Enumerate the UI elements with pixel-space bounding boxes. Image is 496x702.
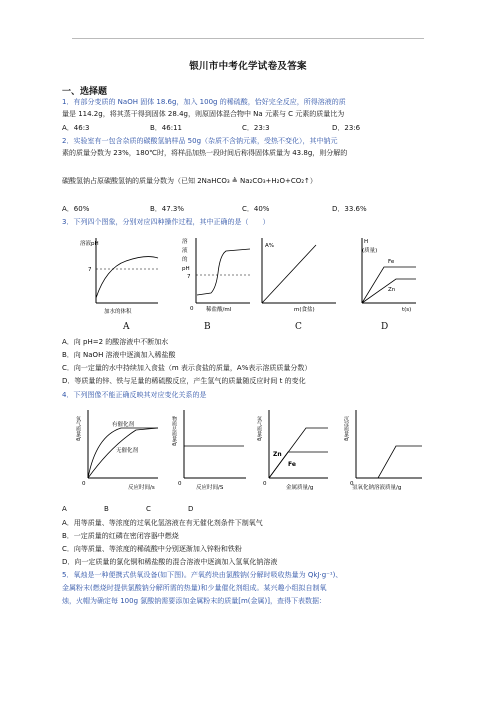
q3-graph-b (182, 237, 250, 313)
q4-letter-c: C (146, 505, 151, 513)
q4-letter-d: D (188, 505, 194, 513)
q1-options (62, 123, 360, 133)
q3-letter-a: A (123, 322, 130, 332)
q3a-curve (96, 257, 158, 298)
q5-line1: 5．氧烛是一种便携式供氧设备(如下图)。产氧药块由氯酸钠(分解时吸收热量为 QkJ·g⁻¹)、 (62, 571, 343, 579)
q4b-origin: 0 (178, 481, 182, 487)
q1-line2: 量是 114.2g，将其蒸干得到固体 28.4g，则原固体混合物中 Na 元素与 C 元素的质量比为 (62, 110, 345, 118)
q4a-xlabel: 反应时间/s (128, 485, 155, 491)
q3-choice-b: B．向 NaOH 溶液中逐滴加入稀盐酸 (62, 351, 176, 359)
q2-line1: 2．实验室有一包含杂质的碳酸氢钠样品 50g（杂质不含钠元素，受热不变化），其中钠元 (62, 137, 338, 145)
q3-graph-a (80, 238, 158, 315)
q4-letter-b: B (104, 505, 109, 513)
q1-option-c: C．23:3 (242, 124, 270, 132)
q3a-ylabel: 溶液pH (80, 241, 99, 247)
q3b-ymark: 7 (187, 274, 191, 280)
q4a-series1: 有催化剂 (112, 422, 135, 428)
section-heading: 一、选择题 (62, 87, 108, 97)
q4d-ylabel: 沉淀质量/g (343, 416, 349, 441)
q3-graph-d (362, 238, 416, 313)
q4-graph-a (75, 410, 158, 491)
q1-option-b: B．46:11 (150, 124, 182, 132)
q3b-curve (197, 249, 250, 295)
q2-options (62, 204, 367, 214)
q3d-ylabel-1: H (364, 239, 369, 245)
q3a-ymark: 7 (88, 267, 92, 273)
q5-line3: 烛，火帽为确定每 100g 氯酸钠需要添加金属粉末的质量[m(金属)]，查得下表数据： (62, 597, 326, 605)
q4d-origin: 0 (350, 481, 354, 487)
q4-graph-b (171, 410, 247, 491)
q3a-xlabel: 加水的体积 (104, 309, 132, 315)
q3c-xlabel: m(食盐) (294, 307, 315, 313)
q2-option-b: B．47.3% (150, 205, 185, 213)
q4-choice-c: C．向等质量、等浓度的稀硫酸中分别逐渐加入锌粉和铁粉 (62, 545, 242, 553)
q3d-series2: Zn (388, 287, 396, 293)
q3b-xlabel: 稀盐酸/ml (206, 307, 232, 313)
q3b-origin: 0 (190, 306, 194, 312)
q3b-ylabel-2: 液 (182, 248, 188, 254)
q2-option-c: C．40% (242, 205, 270, 213)
q4-graphs (66, 406, 436, 498)
q3-letter-d: D (381, 322, 389, 332)
q3b-ylabel-4: pH (182, 266, 190, 272)
q4d-xlabel: 氢氧化钠溶液质量/g (352, 485, 402, 491)
q5-line2: 金属粉末(燃烧时提供氯酸钠分解所需的热量)和少量催化剂组成。某兴趣小组拟自制氧 (62, 584, 327, 592)
q2-option-d: D．33.6% (332, 205, 367, 213)
q3-graph-c (262, 238, 336, 313)
q4c-xlabel: 金属质量/g (286, 485, 314, 491)
q1-option-a: A．46:3 (62, 124, 90, 132)
q3b-ylabel-1: 溶 (182, 239, 188, 245)
q3c-line (262, 245, 316, 303)
q3d-series1: Fe (388, 259, 395, 265)
q3-choice-d: D．等质量的锌、铁与足量的稀硫酸反应，产生氢气的质量随反应时间 t 的变化 (62, 377, 306, 385)
q4-letters (62, 505, 193, 513)
q3-choice-c: C．向一定量的水中持续加入食盐（m 表示食盐的质量，A%表示溶质质量分数） (62, 364, 312, 372)
q4b-xlabel: 反应时间/S (196, 485, 224, 491)
q4c-ylabel: 氢气质量/g (256, 416, 262, 441)
q2-line3: 碳酸氢钠占原碳酸氢钠的质量分数为（已知 2NaHCO₃ ≜ Na₂CO₃+H₂O+CO₂↑） (62, 177, 317, 185)
page-title: 银川市中考化学试卷及答案 (189, 61, 307, 72)
q2-option-a: A．60% (62, 205, 90, 213)
q3-stem: 3．下列四个图象，分别对应四种操作过程，其中正确的是（ ） (62, 218, 270, 226)
q4-graph-c (256, 410, 328, 491)
q3b-ylabel-3: 的 (182, 257, 188, 263)
q4a-ylabel: 氧气质量/g (75, 416, 81, 441)
q4c-series1: Zn (273, 451, 282, 458)
q3-letter-c: C (295, 322, 302, 332)
q2-line2: 素的质量分数为 23%，180℃时，将样品加热一段时间后称得固体质量为 43.8g，则分解的 (62, 149, 348, 157)
q4c-series2: Fe (288, 461, 296, 468)
q3-letter-b: B (204, 322, 211, 332)
q3c-ylabel: A% (265, 243, 274, 249)
q3-graphs (66, 233, 426, 333)
q1-line1: 1．有部分变质的 NaOH 固体 18.6g，加入 100g 的稀硫酸，恰好完全反应，所得溶液的质 (62, 98, 346, 106)
header-rule (72, 38, 424, 39)
q4-stem: 4．下列图像不能正确反映其对应变化关系的是 (62, 391, 207, 399)
q3d-ylabel-2: (质量) (362, 248, 378, 254)
q4d-line (356, 446, 422, 478)
q4a-origin: 0 (82, 481, 86, 487)
q1-option-d: D．23:6 (332, 124, 361, 132)
q4-letter-a: A (62, 505, 67, 513)
q3d-xlabel: t(s) (402, 307, 412, 313)
q4b-ylabel: 物质总质量/g (171, 416, 177, 446)
q4-choice-d: D．向一定质量的氯化铜和稀盐酸的混合溶液中逐滴加入氢氧化钠溶液 (62, 558, 278, 566)
q4c-origin: 0 (263, 481, 267, 487)
q4-choice-b: B．一定质量的红磷在密闭容器中燃烧 (62, 532, 179, 540)
q3-choice-a: A．向 pH=2 的酸溶液中不断加水 (62, 338, 169, 346)
q4a-series2: 无催化剂 (116, 448, 139, 454)
q4-graph-d (343, 410, 422, 491)
q4-choice-a: A．用等质量、等浓度的过氧化氢溶液在有无催化剂条件下制氧气 (62, 519, 263, 527)
